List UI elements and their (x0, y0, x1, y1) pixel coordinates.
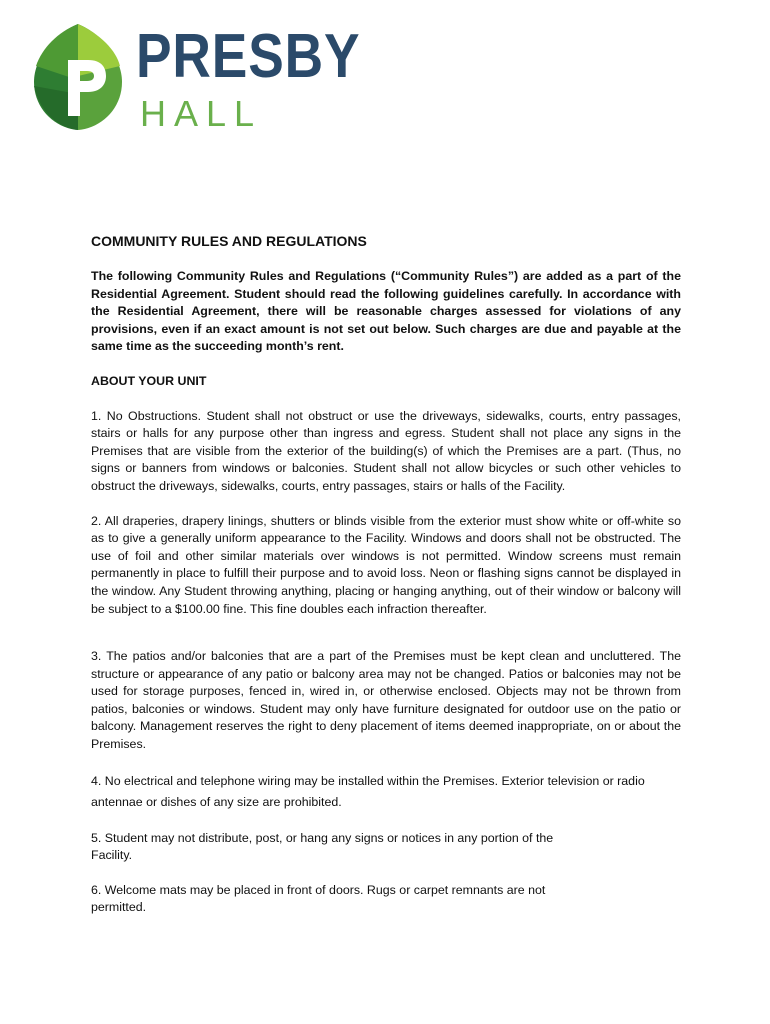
rule-paragraph: 6. Welcome mats may be placed in front of doors. Rugs or carpet remnants are not permitted. (91, 882, 546, 915)
presby-hall-logo (30, 20, 361, 140)
rule-paragraph: 5. Student may not distribute, post, or hang any signs or notices in any portion of the Facility. (91, 830, 554, 863)
page-title: COMMUNITY RULES AND REGULATIONS (91, 233, 367, 249)
logo-wordmark-hall: HALL (140, 93, 263, 134)
rule-paragraph: 4. No electrical and telephone wiring may be installed within the Premises. Exterior television or radio antennae or dishes of any size are prohibited. (91, 773, 645, 809)
section-heading: ABOUT YOUR UNIT (91, 373, 207, 388)
logo-wordmark-presby: PRESBY (136, 22, 361, 91)
rule-paragraph: 3. The patios and/or balconies that are a part of the Premises must be kept clean and uncluttered. The structure or appearance of any patio or balcony area may not be changed. Patios or balconies may not be used for storage purposes, fenced in, wired in, or otherwise enclosed. Objects may not be thrown from patios, balconies or windows. Student may only have furniture designated for outdoor use on the patio or balcony. Management reserves the right to deny placement of items deemed inappropriate, on or about the Premises. (91, 649, 681, 752)
intro-paragraph: The following Community Rules and Regulations (“Community Rules”) are added as a part of the Residential Agreement. Student should read the following guidelines carefully. In accordance with the Residential Agreement, there will be reasonable charges assessed for violations of any provisions, even if an exact amount is not set out below. Such charges are due and payable at the same time as the succeeding month’s rent. (91, 269, 681, 354)
document-body (91, 232, 681, 934)
leaf-monogram-icon (30, 20, 126, 132)
rule-paragraph: 2. All draperies, drapery linings, shutters or blinds visible from the exterior must show white or off-white so as to give a generally uniform appearance to the Facility. Windows and doors shall not be obstructed. The use of foil and other similar materials over windows is not permitted. Window screens must remain permanently in place to fulfill their purpose and to avoid loss. Neon or flashing signs cannot be displayed in the window. Any Student throwing anything, placing or hanging anything, out of their window or balcony will be subject to a $100.00 fine. This fine doubles each infraction thereafter. (91, 513, 681, 616)
rule-paragraph: 1. No Obstructions. Student shall not obstruct or use the driveways, sidewalks, courts, entry passages, stairs or halls for any purpose other than ingress and egress. Student shall not place any signs in the Premises that are visible from the exterior of the building(s) of which the Premises are a part. (Thus, no signs or banners from windows or balconies. Student shall not allow bicycles or such other vehicles to obstruct the driveways, sidewalks, courts, entry passages, stairs or halls of the Facility. (91, 408, 681, 493)
